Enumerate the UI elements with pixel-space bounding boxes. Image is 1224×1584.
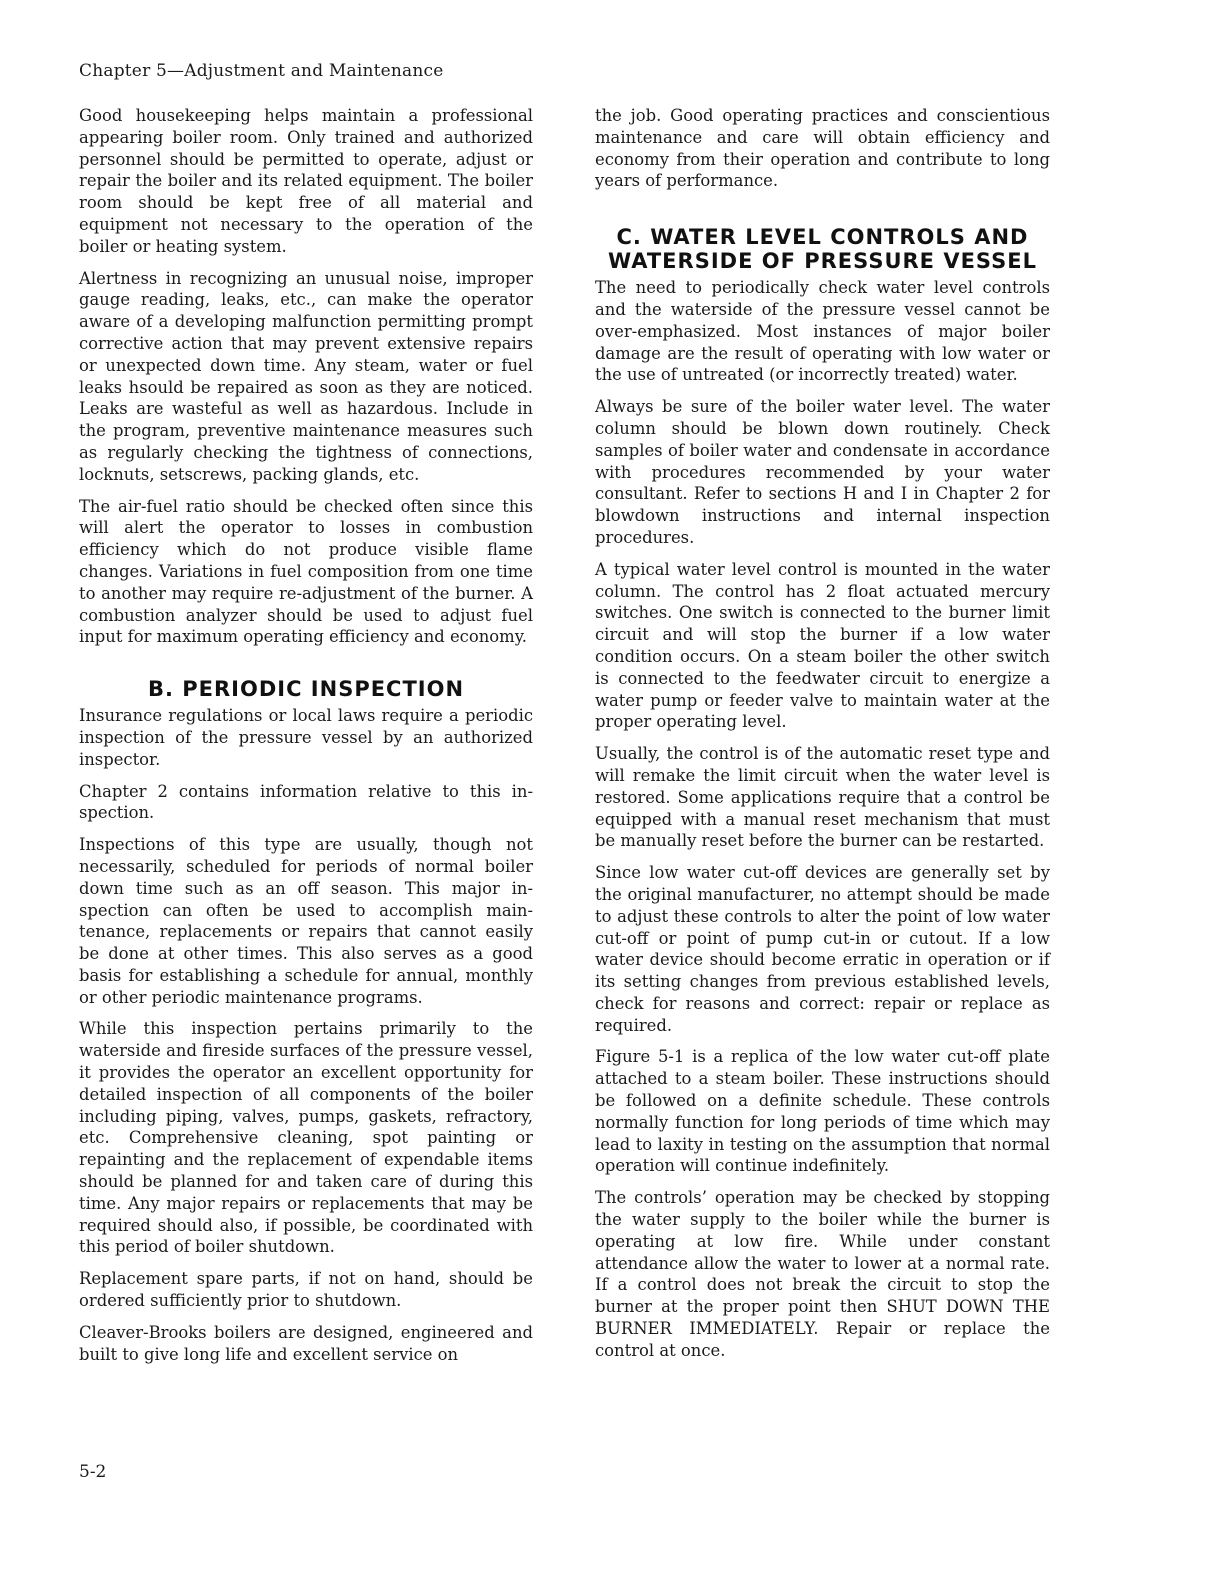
- paragraph-spare-parts: Replacement spare parts, if not on hand, should be ordered sufficiently prior to shutdown.: [79, 1269, 533, 1311]
- paragraph-inspection-opportunity: While this inspection pertains primarily to the waterside and fireside surfaces of the pressure vessel, it provides the operator an excellent opportunity for detailed inspection of all components of the boiler including piping, valves, pumps, gaskets, refractory, etc. Comprehensive cleaning, spot painting or repainting and the replacement of expendable items should be planned for and taken care of during this time. Any major repairs or replacements that may be required should also, if possible, be coordinated with this period of boiler shutdown.: [79, 1019, 533, 1257]
- paragraph-typical-control: A typical water level control is mounted in the water column. The control has 2 float actuated mercury switches. One switch is connected to the burner limit circuit and will stop the burner if a low water condition occurs. On a steam boiler the other switch is connected to the feedwater circuit to energize a water pump or feeder valve to maintain water at the proper operating level.: [595, 559, 1050, 732]
- section-heading-periodic-inspection: B. PERIODIC INSPECTION: [147, 677, 465, 702]
- paragraph-inspection-scheduling: Inspections of this type are usually, though not necessarily, scheduled for periods of normal boiler down time such as an off season. This major inspection can often be used to accomplish maintenance, replacements or repairs that cannot easily be done at other times. This also serves as a good basis for establishing a schedule for annual, monthly or other periodic maintenance programs.: [79, 835, 533, 1007]
- section-heading-water-level-controls: [595, 225, 1050, 273]
- paragraph-automatic-reset: Usually, the control is of the automatic reset type and will remake the limit circuit when the water level is restored. Some applications require that a control be equipped with a manual reset mechanism that must be manually reset before the burner can be restarted.: [595, 744, 1050, 851]
- section-heading-line-2: WATERSIDE OF PRESSURE VESSEL: [608, 249, 1037, 274]
- paragraph-alertness: Alertness in recognizing an unusual noise, improper gauge reading, leaks, etc., can make the operator aware of a developing malfunction permitting prompt corrective action that may prevent extensive repairs or unexpected down time. Any steam, water or fuel leaks hsould be repaired as soon as they are noticed. Leaks are wasteful as well as hazardous. Include in the program, preventive maintenance measures such as regularly checking the tightness of connections, locknuts, setscrews, packing glands, etc.: [79, 268, 533, 484]
- paragraph-continuation: the job. Good operating practices and conscientious maintenance and care will obtain efficiency and economy from their operation and contribute to long years of performance.: [595, 106, 1050, 191]
- running-header: Chapter 5—Adjustment and Maintenance: [79, 61, 444, 81]
- paragraph-air-fuel-ratio: The air-fuel ratio should be checked often since this will alert the operator to losses in combustion efficiency which do not produce visible flame changes. Variations in fuel composition from one time to another may require re-adjustment of the burner. A combustion analyzer should be used to adjust fuel input for maximum operating efficiency and economy.: [79, 496, 533, 647]
- page-number: 5-2: [79, 1462, 107, 1482]
- paragraph-water-level: Always be sure of the boiler water level. The water column should be blown down routinely. Check samples of boiler water and condensate in accordance with procedures recommended by your water consultant. Refer to sections H and I in Chapter 2 for blowdown instructions and internal inspection procedures.: [595, 397, 1050, 547]
- paragraph-figure-5-1: Figure 5-1 is a replica of the low water cut-off plate attached to a steam boiler. These instructions should be followed on a definite schedule. These controls normally function for long periods of time which may lead to laxity in testing on the assumption that normal operation will continue indefinitely.: [595, 1047, 1050, 1176]
- left-column: [79, 105, 533, 1375]
- paragraph-cleaver-brooks: Cleaver-Brooks boilers are designed, engineered and built to give long life and excellent service on: [79, 1322, 533, 1364]
- paragraph-controls-operation: The controls’ operation may be checked by stopping the water supply to the boiler while the burner is operating at low fire. While under constant attendance allow the water to lower at a normal rate. If a control does not break the circuit to stop the burner at the proper point then SHUT DOWN THE BURNER IMMEDIATELY. Repair or replace the control at once.: [595, 1188, 1050, 1360]
- paragraph-cut-off-devices: Since low water cut-off devices are generally set by the original manufacturer, no attempt should be made to adjust these controls to alter the point of low water cut-off or point of pump cut-in or cutout. If a low water device should become erratic in operation or if its setting changes from previous established levels, check for reasons and correct: repair or replace as required.: [595, 863, 1050, 1035]
- paragraph-housekeeping: Good housekeeping helps maintain a professional appearing boiler room. Only trained and authorized personnel should be permitted to operate, adjust or repair the boiler and its related equipment. The boiler room should be kept free of all material and equipment not necessary to the operation of the boiler or heating system.: [79, 106, 533, 256]
- right-column: [595, 105, 1050, 1372]
- paragraph-periodic-check: The need to periodically check water level controls and the waterside of the pressure vessel cannot be over-emphasized. Most instances of major boiler damage are the result of operating with low water or the use of untreated (or incorrectly treated) water.: [595, 278, 1050, 385]
- section-heading-line-1: C. WATER LEVEL CONTROLS AND: [616, 225, 1029, 250]
- paragraph-chapter-2-reference: Chapter 2 contains information relative to this inspection.: [79, 781, 533, 823]
- paragraph-insurance-regulations: Insurance regulations or local laws require a periodic inspection of the pressure vessel by an authorized inspector.: [79, 706, 533, 769]
